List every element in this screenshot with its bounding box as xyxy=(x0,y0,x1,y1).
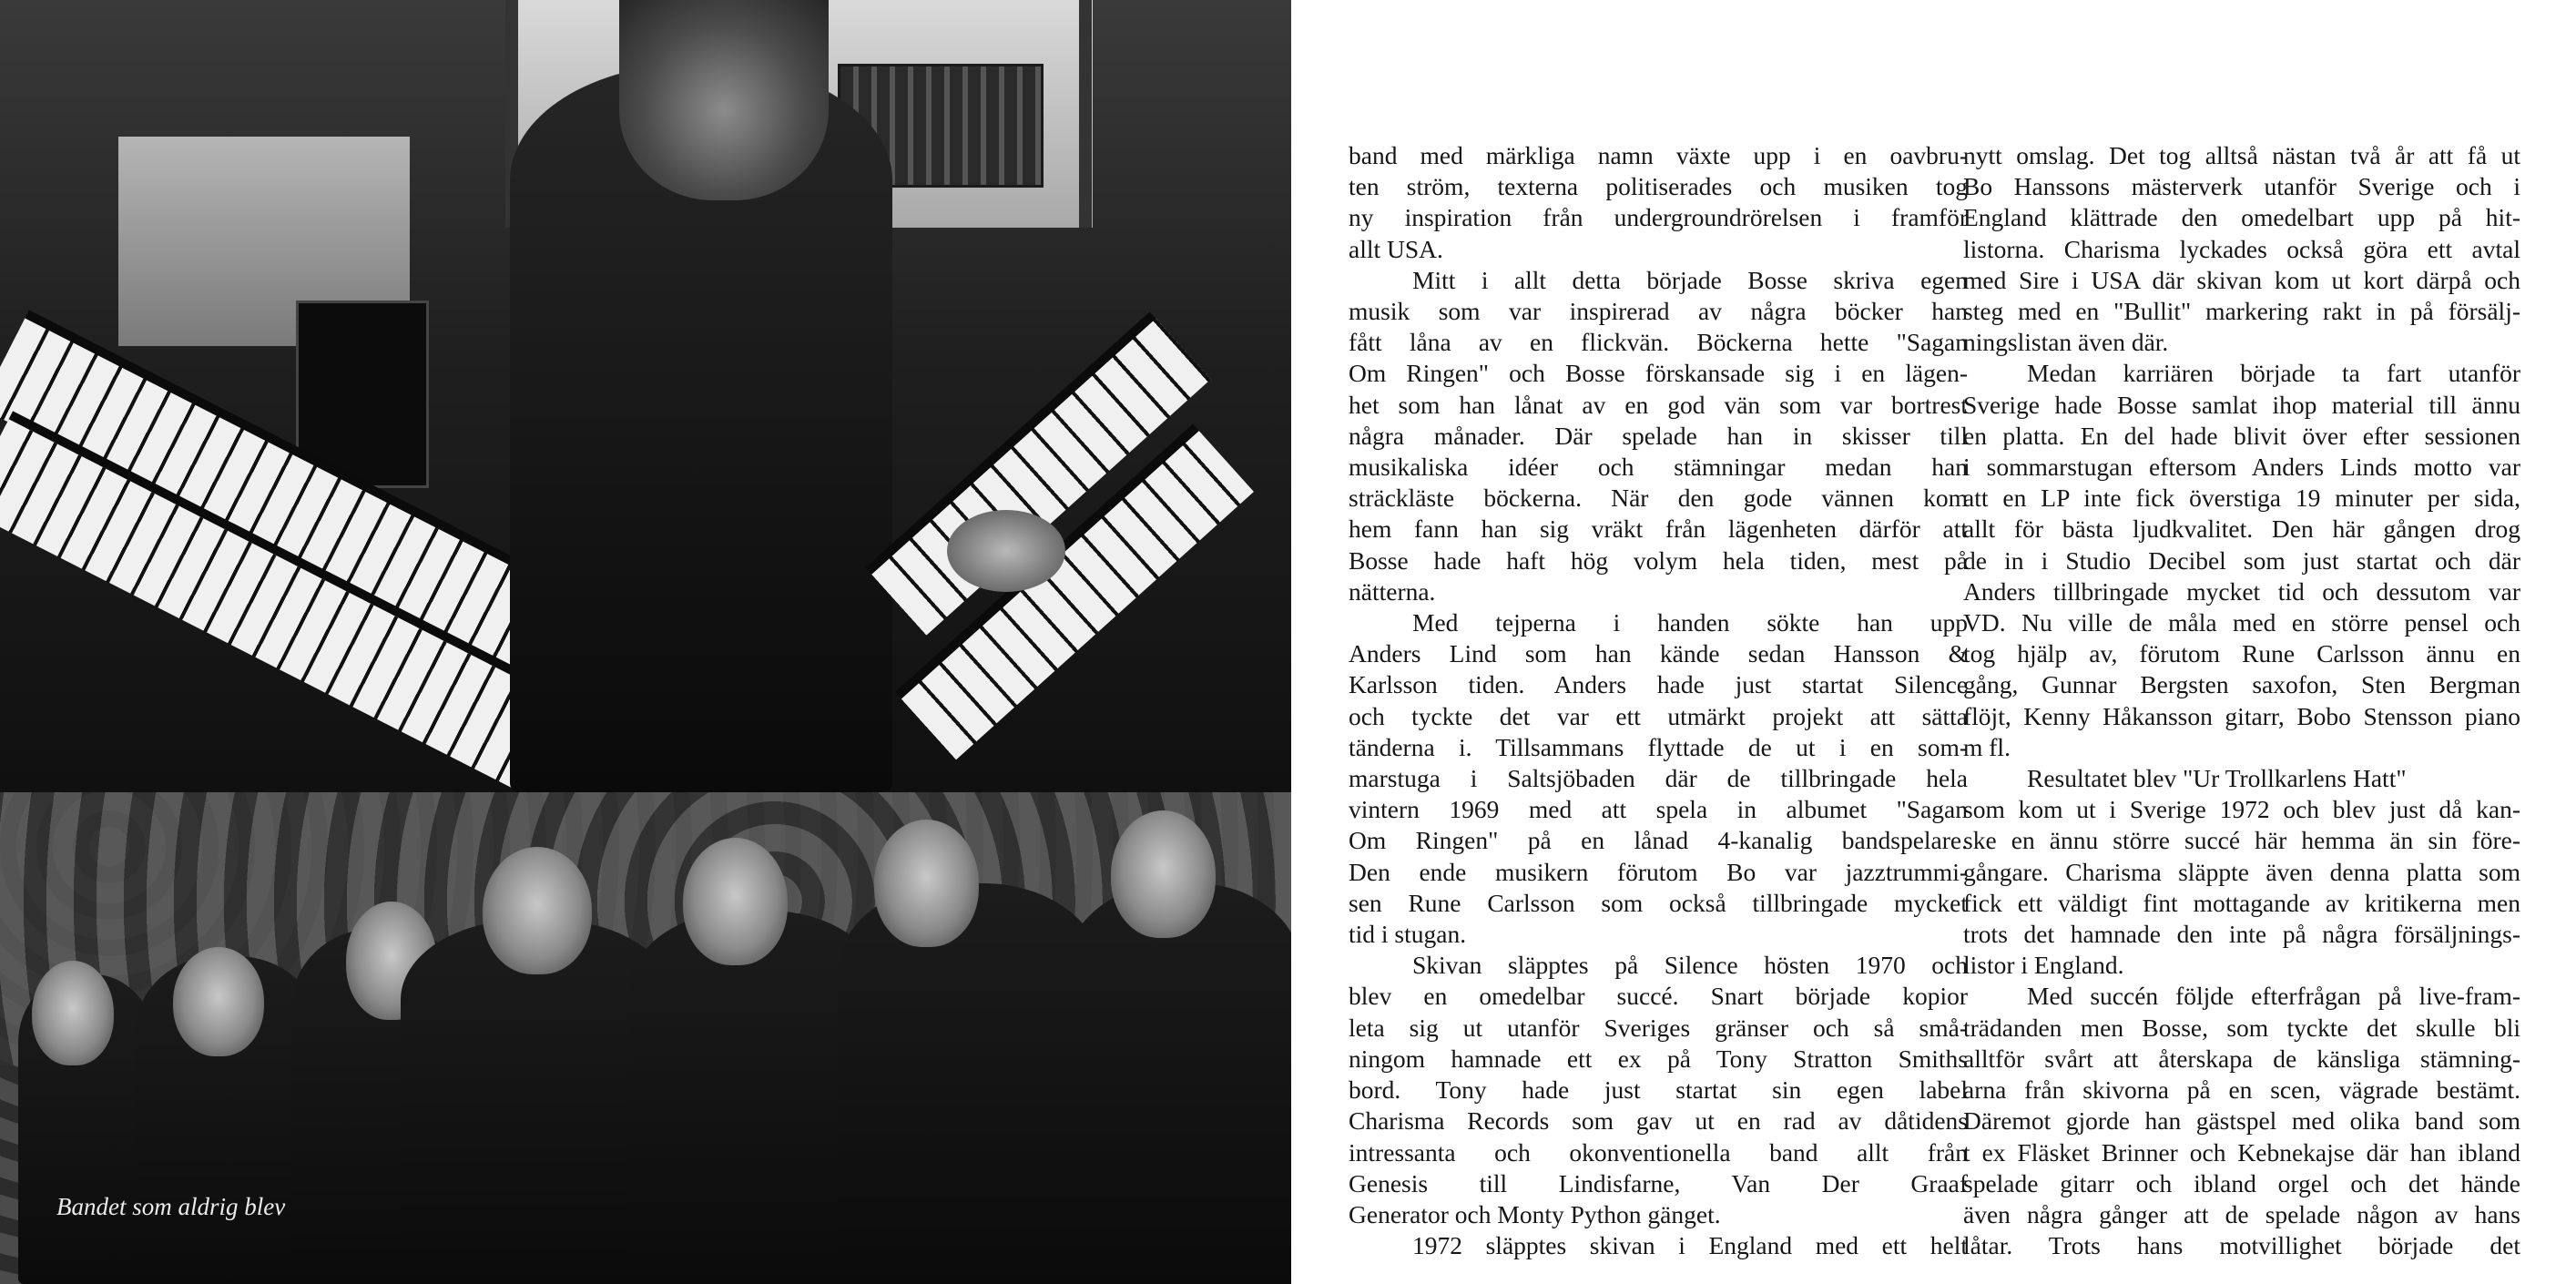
text-line: även några gånger att de spelade någon av hans xyxy=(1963,1199,2520,1228)
text-line: tänderna i. Tillsammans flyttade de ut i en som- xyxy=(1349,732,1968,761)
text-line: Däremot gjorde han gästspel med olika band som xyxy=(1963,1106,2520,1136)
text-line: musikaliska idéer och stämningar medan han xyxy=(1349,453,1968,482)
band-member xyxy=(1065,883,1291,1284)
text-line: Anders Lind som han kände sedan Hansson & xyxy=(1349,639,1968,668)
text-line: Med tejperna i handen sökte han upp xyxy=(1412,608,1968,637)
text-page xyxy=(1291,0,2576,1284)
band-member xyxy=(838,883,1102,1284)
text-line: gångare. Charisma släppte även denna platta som xyxy=(1963,857,2520,886)
text-line: arna från skivorna på en scen, vägrade bestämt. xyxy=(1963,1075,2520,1105)
band-member-face xyxy=(874,820,979,947)
text-line: en platta. En del hade blivit över efter sessionen xyxy=(1963,421,2520,450)
text-line: sen Rune Carlsson som också tillbringade mycket xyxy=(1349,888,1968,917)
text-line: Om Ringen" på en lånad 4-kanalig bandspelare. xyxy=(1349,826,1968,855)
text-line: band med märkliga namn växte upp i en oavbru- xyxy=(1349,141,1968,169)
text-line: ske en ännu större succé här hemma än sin före- xyxy=(1963,826,2520,855)
text-line: allt USA. xyxy=(1349,234,1443,263)
text-line: nytt omslag. Det tog alltså nästan två år att få ut xyxy=(1963,141,2520,169)
text-line: Generator och Monty Python gänget. xyxy=(1349,1199,1721,1228)
text-line: m fl. xyxy=(1963,732,2011,761)
text-line: spelade gitarr och ibland orgel och det hände xyxy=(1963,1168,2520,1197)
window-frame xyxy=(1079,0,1092,228)
text-line: bord. Tony hade just startat sin egen label xyxy=(1349,1075,1968,1105)
text-line: Medan karriären började ta fart utanför xyxy=(2027,359,2520,388)
text-line: musik som var inspirerad av några böcker han xyxy=(1349,297,1968,326)
text-line: allt för bästa ljudkvalitet. Den här gången drog xyxy=(1963,515,2520,544)
text-line: hem fann han sig vräkt från lägenheten därför att xyxy=(1349,515,1968,544)
text-line: trädanden men Bosse, som tyckte det skulle bli xyxy=(1963,1013,2520,1042)
text-line: Den ende musikern förutom Bo var jazztrummi- xyxy=(1349,857,1968,886)
band-member-face xyxy=(683,838,788,965)
text-line: VD. Nu ville de måla med en större pensel och xyxy=(1963,608,2520,637)
text-line: listorna. Charisma lyckades också göra ett avtal xyxy=(1963,234,2520,263)
text-line: Bo Hanssons mästerverk utanför Sverige och i xyxy=(1963,172,2520,201)
band-member-face xyxy=(1111,810,1216,938)
text-line: England klättrade den omedelbart upp på hit- xyxy=(1963,203,2520,232)
text-line: 1972 släpptes skivan i England med ett helt xyxy=(1412,1231,1968,1260)
text-line: de in i Studio Decibel som just startat och där xyxy=(1963,545,2520,575)
text-line: några månader. Där spelade han in skisser till xyxy=(1349,421,1968,450)
text-line: att en LP inte fick överstiga 19 minuter per sida, xyxy=(1963,484,2520,513)
text-line: i sommarstugan eftersom Anders Linds motto var xyxy=(1963,453,2520,482)
text-line: Med succén följde efterfrågan på live-fram- xyxy=(2027,982,2520,1011)
band-member-face xyxy=(32,961,114,1065)
text-line: Sverige hade Bosse samlat ihop material till ännu xyxy=(1963,390,2520,419)
text-line: Om Ringen" och Bosse förskansade sig i en lägen- xyxy=(1349,359,1968,388)
text-line: låtar. Trots hans motvillighet började det xyxy=(1963,1231,2520,1260)
text-line: marstuga i Saltsjöbaden där de tillbringade hela xyxy=(1349,764,1968,793)
text-line: listor i England. xyxy=(1963,951,2124,980)
text-line: ningslistan även där. xyxy=(1963,328,2169,357)
text-column-right xyxy=(1963,140,2520,1261)
band-member-face xyxy=(483,847,592,974)
text-line: Resultatet blev "Ur Trollkarlens Hatt" xyxy=(2027,764,2407,793)
text-line: fick ett väldigt fint mottagande av kritikerna men xyxy=(1963,888,2520,917)
text-line: steg med en "Bullit" markering rakt in på försälj- xyxy=(1963,297,2520,326)
text-line: blev en omedelbar succé. Snart började kopior xyxy=(1349,982,1968,1011)
text-line: Karlsson tiden. Anders hade just startat Silence xyxy=(1349,670,1968,699)
text-line: Anders tillbringade mycket tid och dessutom var xyxy=(1963,576,2520,606)
text-line: tog hjälp av, förutom Rune Carlsson ännu en xyxy=(1963,639,2520,668)
text-line: leta sig ut utanför Sveriges gränser och så små- xyxy=(1349,1013,1968,1042)
photo-caption: Bandet som aldrig blev xyxy=(56,1193,286,1220)
organist-photo xyxy=(0,0,1291,792)
text-line: Mitt i allt detta började Bosse skriva egen xyxy=(1412,265,1968,294)
text-line: Genesis till Lindisfarne, Van Der Graaf xyxy=(1349,1168,1968,1197)
text-line: flöjt, Kenny Håkansson gitarr, Bobo Stensson piano xyxy=(1963,701,2520,730)
text-line: intressanta och okonventionella band allt från xyxy=(1349,1137,1968,1167)
text-line: ten ström, texterna politiserades och musiken tog xyxy=(1349,172,1968,201)
text-line: Skivan släpptes på Silence hösten 1970 och xyxy=(1412,951,1968,980)
text-line: ningom hamnade ett ex på Tony Stratton Smiths xyxy=(1349,1044,1968,1073)
text-line: trots det hamnade den inte på några försäljnings- xyxy=(1963,920,2520,949)
text-line: ny inspiration från undergroundrörelsen i framför xyxy=(1349,203,1968,232)
text-line: Charisma Records som gav ut en rad av dåtidens xyxy=(1349,1106,1968,1136)
text-line: sträckläste böckerna. När den gode vännen kom xyxy=(1349,484,1968,513)
text-line: och tyckte det var ett utmärkt projekt att sätta xyxy=(1349,701,1968,730)
text-line: nätterna. xyxy=(1349,576,1436,606)
text-line: fått låna av en flickvän. Böckerna hette "Sagan xyxy=(1349,328,1968,357)
text-line: Bosse hade haft hög volym hela tiden, mest på xyxy=(1349,545,1968,575)
hand-shape xyxy=(947,510,1065,592)
text-line: vintern 1969 med att spela in albumet "Sagan xyxy=(1349,795,1968,824)
text-line: t ex Fläsket Brinner och Kebnekajse där han ibland xyxy=(1963,1137,2520,1167)
band-member-face xyxy=(173,947,264,1056)
text-line: som kom ut i Sverige 1972 och blev just då kan- xyxy=(1963,795,2520,824)
organist-head xyxy=(619,0,829,200)
text-line: het som han lånat av en god vän som var bortrest xyxy=(1349,390,1968,419)
text-line: tid i stugan. xyxy=(1349,920,1467,949)
text-line: gång, Gunnar Bergsten saxofon, Sten Bergman xyxy=(1963,670,2520,699)
text-line: alltför svårt att återskapa de känsliga stämning- xyxy=(1963,1044,2520,1073)
text-line: med Sire i USA där skivan kom ut kort därpå och xyxy=(1963,265,2520,294)
text-column-left xyxy=(1349,140,1968,1261)
